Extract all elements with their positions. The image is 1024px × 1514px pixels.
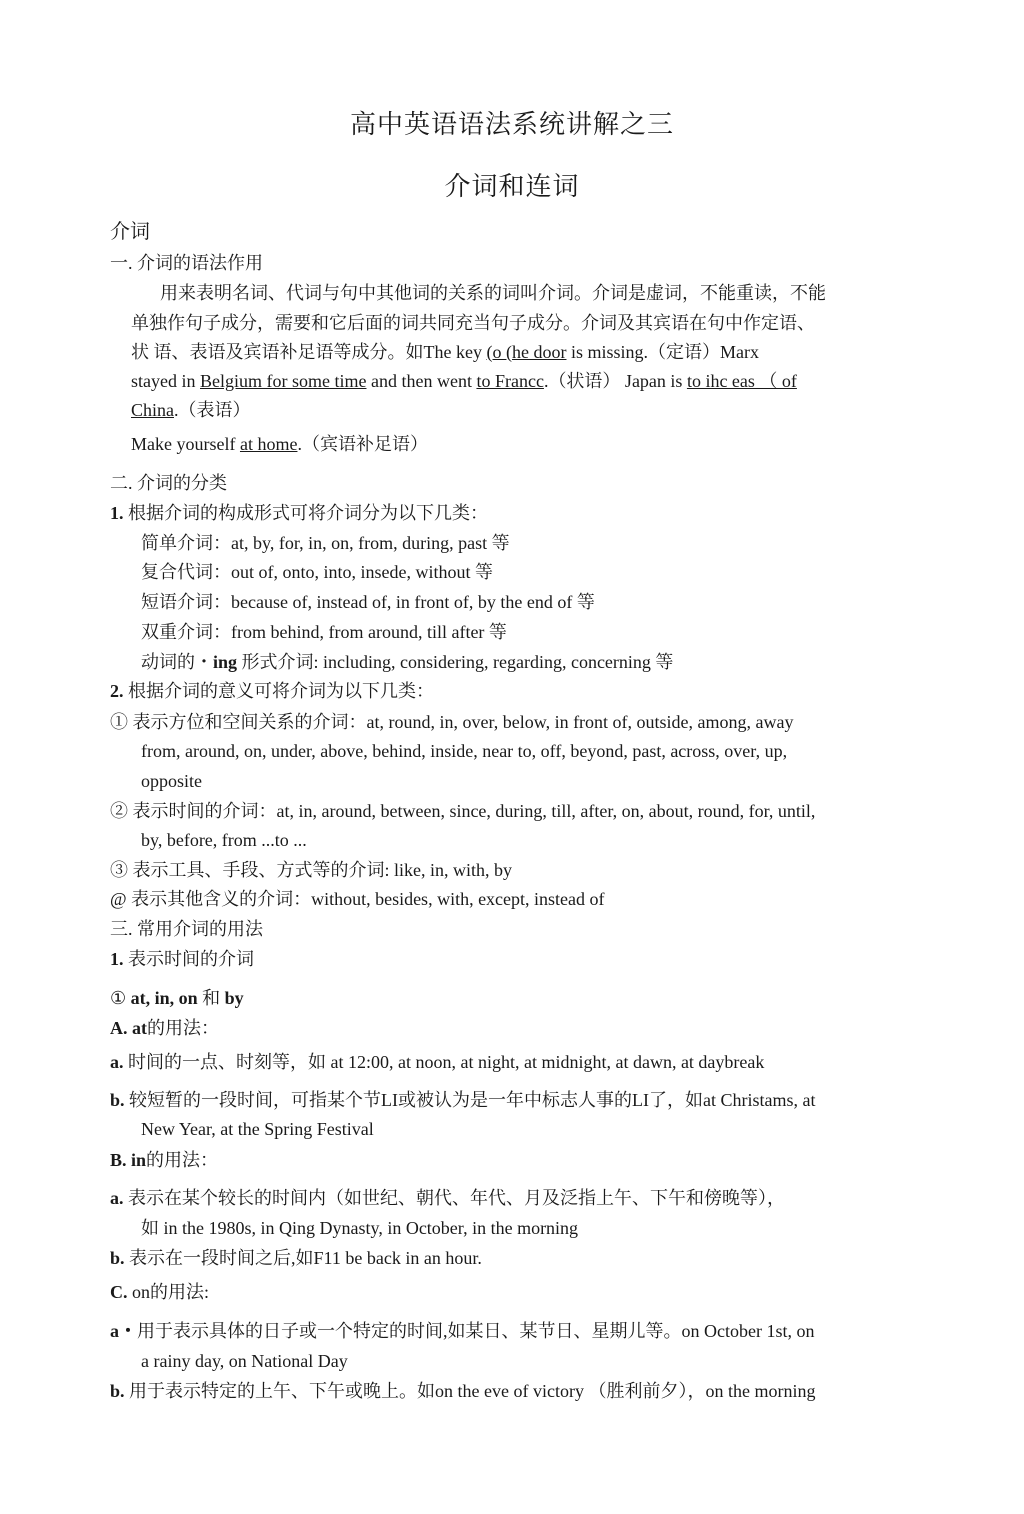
usage-item-cont: New Year, at the Spring Festival <box>141 1119 374 1139</box>
part1-para-line <box>131 369 797 393</box>
usage-label: C. <box>110 1282 128 1302</box>
usage-label: B. in <box>110 1150 147 1170</box>
part1-para-line <box>131 432 428 456</box>
subsection-heading <box>110 986 244 1010</box>
text-run: is missing.（定语）Marx <box>566 342 759 362</box>
bold-term: ing <box>213 652 238 672</box>
text-run: .（状语） Japan is <box>543 371 687 391</box>
usage-label: b. <box>110 1090 125 1110</box>
meaning-line: ① 表示方位和空间关系的介词：at, round, in, over, below, in front of, outside, among, away <box>110 712 794 732</box>
item-number: 1. <box>110 949 124 969</box>
text-run: 表示在一段时间之后,如F11 be back in an hour. <box>124 1248 482 1268</box>
document-title: 高中英语语法系统讲解之三 <box>349 110 674 139</box>
text-run: Make yourself <box>131 434 240 454</box>
bold-term: at, in, on <box>130 988 198 1008</box>
category-line <box>141 650 673 674</box>
usage-item-cont: a rainy day, on National Day <box>141 1351 348 1371</box>
usage-label: a. <box>110 1052 124 1072</box>
text-run: 较短暂的一段时间，可指某个节LI或被认为是一年中标志人事的LI了，如at Christams, at <box>124 1090 816 1110</box>
text-run: 的用法： <box>146 1150 219 1170</box>
underlined-example: (o (he door <box>486 342 567 362</box>
usage-label: b. <box>110 1248 125 1268</box>
item-number: 1. <box>110 503 124 523</box>
usage-label: a. <box>110 1188 124 1208</box>
text-run: and then went <box>366 371 477 391</box>
category-line: 简单介词：at, by, for, in, on, from, during, past 等 <box>141 533 510 553</box>
usage-heading <box>110 1280 209 1304</box>
document-subtitle: 介词和连词 <box>444 172 580 201</box>
category-line: 短语介词：because of, instead of, in front of, by the end of 等 <box>141 592 595 612</box>
usage-label: A. at <box>110 1018 147 1038</box>
underlined-example: to ihc eas （ of <box>686 371 797 391</box>
usage-item <box>110 1186 785 1210</box>
underlined-example: Belgium for some time <box>200 371 367 391</box>
text-run: 用于表示特定的上午、下午或晚上。如on the eve of victory （胜利前夕），on the morning <box>124 1381 816 1401</box>
text-run: 状 语、表语及宾语补足语等成分。如The key <box>131 342 487 362</box>
meaning-line: ② 表示时间的介词：at, in, around, between, since, during, till, after, on, about, round, for, until, <box>110 801 816 821</box>
meaning-line: ③ 表示工具、手段、方式等的介词: like, in, with, by <box>110 860 512 880</box>
underlined-example: to Francc <box>476 371 544 391</box>
usage-label: b. <box>110 1381 125 1401</box>
item-text: 表示时间的介词 <box>123 949 254 969</box>
part2-heading: 二. 介词的分类 <box>110 473 227 493</box>
text-run: 时间的一点、时刻等，如 at 12:00, at noon, at night, at midnight, at dawn, at daybreak <box>123 1052 765 1072</box>
part1-para-line <box>131 340 759 364</box>
meaning-line: opposite <box>141 771 202 791</box>
text-run: .（宾语补足语） <box>297 434 428 454</box>
usage-heading <box>110 1016 219 1040</box>
bold-term: by <box>224 988 244 1008</box>
part3-heading: 三. 常用介词的用法 <box>110 919 263 939</box>
category-line: 复合代词：out of, onto, into, insede, without 等 <box>141 562 493 582</box>
usage-heading <box>110 1148 218 1172</box>
text-run: ① <box>110 988 131 1008</box>
text-run: 的用法： <box>147 1018 219 1038</box>
meaning-line: by, before, from ...to ... <box>141 830 307 850</box>
item-text: 根据介词的意义可将介词为以下几类： <box>123 681 434 701</box>
category-line: 双重介词：from behind, from around, till after 等 <box>141 622 507 642</box>
usage-item <box>110 1319 814 1343</box>
text-run: 动词的・ <box>141 652 213 672</box>
part1-para-line: 单独作句子成分，需要和它后面的词共同充当句子成分。介词及其宾语在句中作定语、 <box>131 313 815 333</box>
text-run: stayed in <box>131 371 200 391</box>
usage-item <box>110 1050 764 1074</box>
underlined-example: China <box>131 400 174 420</box>
text-run: 用于表示具体的日子或一个特定的时间,如某日、某节日、星期儿等。on October 1st, on <box>137 1321 815 1341</box>
text-run: on的用法: <box>127 1282 210 1302</box>
text-run: .（表语） <box>174 400 251 420</box>
numbered-item <box>110 947 254 971</box>
usage-item <box>110 1379 815 1403</box>
meaning-line: from, around, on, under, above, behind, inside, near to, off, beyond, past, across, over, up, <box>141 741 788 761</box>
numbered-item <box>110 679 434 703</box>
meaning-line: @ 表示其他含义的介词：without, besides, with, except, instead of <box>110 889 605 909</box>
text-run: 和 <box>197 988 225 1008</box>
text-run: 表示在某个较长的时间内（如世纪、朝代、年代、月及泛指上午、下午和傍晚等）， <box>123 1188 785 1208</box>
part1-para-line <box>131 398 251 422</box>
part1-para-line: 用来表明名词、代词与句中其他词的关系的词叫介词。介词是虚词，不能重读，不能 <box>160 283 826 303</box>
usage-item <box>110 1246 482 1270</box>
numbered-item <box>110 501 488 525</box>
section-heading: 介词 <box>110 221 150 243</box>
text-run: 形式介词: including, considering, regarding, concerning 等 <box>237 652 674 672</box>
usage-item-cont: 如 in the 1980s, in Qing Dynasty, in October, in the morning <box>141 1218 579 1238</box>
item-text: 根据介词的构成形式可将介词分为以下几类： <box>123 503 488 523</box>
item-number: 2. <box>110 681 124 701</box>
usage-item <box>110 1088 815 1112</box>
usage-label: a・ <box>110 1321 137 1341</box>
underlined-example: at home <box>239 434 298 454</box>
part1-heading: 一. 介词的语法作用 <box>110 253 263 273</box>
